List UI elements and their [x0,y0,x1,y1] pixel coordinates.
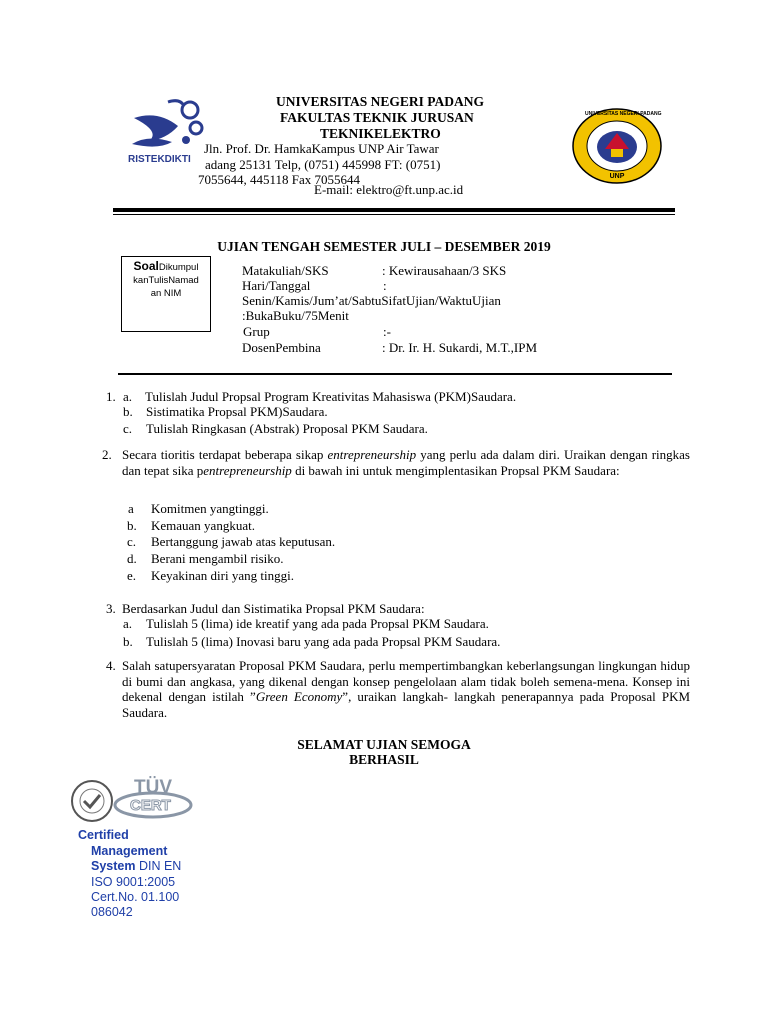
q3-a-letter: a. [123,616,133,631]
header-divider-thin [113,214,675,215]
q2-a-letter: a [128,501,134,516]
q3-b-text: Tulislah 5 (lima) Inovasi baru yang ada pada Propsal PKM Saudara. [146,634,501,649]
address-line-3: 7055644, 445118 Fax 7055644 [198,172,361,187]
q3-b-letter: b. [123,634,133,649]
q4-number: 4. [106,658,116,673]
q4-text [122,658,690,720]
tuv-text: TÜV [134,777,172,798]
cert-text: CERT [130,797,171,814]
q2-e-letter: e. [127,568,137,583]
q2-b-letter: b. [127,518,137,533]
note-box-bold: Soal [133,259,159,273]
matakuliah-value: : Kewirausahaan/3 SKS [382,263,507,278]
note-box-line2: kanTulisNamad [133,275,199,286]
q3-text: Berdasarkan Judul dan Sistimatika Propsal PKM Saudara: [122,601,425,616]
exam-title: UJIAN TENGAH SEMESTER JULI – DESEMBER 2019 [217,239,551,254]
q1-a-letter: a. [123,389,133,404]
q3-a-text: Tulislah 5 (lima) ide kreatif yang ada pada Propsal PKM Saudara. [146,616,489,631]
department-name: TEKNIKELEKTRO [320,126,441,141]
info-line-3: Senin/Kamis/Jum’at/SabtuSifatUjian/WaktuUjian [242,293,501,308]
dosen-value: : Dr. Ir. H. Sukardi, M.T.,IPM [382,340,538,355]
q1-number: 1. [106,389,116,404]
q2-b-text: Kemauan yangkuat. [151,518,255,533]
dosen-label: DosenPembina [242,340,321,355]
footer-line-6: 086042 [91,905,133,919]
q2-text-part3: di bawah ini untuk mengimplentasikan Propsal PKM Saudara: [291,462,620,478]
note-box-rest: Dikumpul [158,262,199,273]
q4-italic: Green Economy [255,689,343,704]
q3-number: 3. [106,601,116,616]
q4-text-part1: Salah satupersyaratan Proposal PKM Saudara, perlu mempertimbangkan keberlangsungan lingkungan hidup di bumi dan angkasa, yang dikenal dengan konsep pengelolaan alam tidak boleh semena-mena. Konsep ini dekenal dengan istilah ” [122,658,690,704]
footer-line-3 [91,859,181,873]
q2-italic-1: entrepreneurship [327,447,417,462]
footer-line-5: Cert.No. 01.100 [91,890,180,904]
q1-c-letter: c. [123,421,133,436]
info-line-4: :BukaBuku/75Menit [242,308,349,323]
tuv-seal-logo [70,779,114,823]
q2-e-text: Keyakinan diri yang tinggi. [151,568,294,583]
q2-text [122,447,690,478]
footer-line-3-bold: System [91,859,139,873]
q2-text-part1: Secara tioritis terdapat beberapa sikap [122,447,328,462]
q2-c-text: Bertanggung jawab atas keputusan. [151,534,336,549]
q2-d-text: Berani mengambil risiko. [151,551,284,566]
footer-line-1: Certified [78,828,129,842]
matakuliah-label: Matakuliah/SKS [242,263,329,278]
unp-logo-text-top: UNIVERSITAS NEGERI PADANG [585,111,662,117]
q1-c-text: Tulislah Ringkasan (Abstrak) Proposal PKM Saudara. [146,421,428,436]
closing-line-2: BERHASIL [349,752,419,767]
q2-d-letter: d. [127,551,137,566]
address-line-2: adang 25131 Telp, (0751) 445998 FT: (0751) [205,157,441,172]
hari-label: Hari/Tanggal [242,278,311,293]
note-box-line3: an NIM [150,288,182,299]
faculty-name: FAKULTAS TEKNIK JURUSAN [280,110,474,125]
ristekdikti-logo [128,96,206,168]
footer-line-3-rest: DIN EN [138,859,182,873]
footer-line-2: Management [91,844,168,858]
header-divider-thick [113,208,675,212]
q1-b-letter: b. [123,404,133,419]
unp-logo [571,107,663,185]
info-divider [118,373,672,375]
q1-a-text: Tulislah Judul Propsal Program Kreativitas Mahasiswa (PKM)Saudara. [145,389,517,404]
university-name: UNIVERSITAS NEGERI PADANG [276,94,485,109]
ristekdikti-logo-text: RISTEKDIKTI [128,154,191,165]
address-line-1: Jln. Prof. Dr. HamkaKampus UNP Air Tawar [204,141,439,156]
grup-value: :- [383,324,391,339]
q2-italic-2: entrepreneurship [203,462,292,478]
q2-c-letter: c. [127,534,137,549]
q4-text-part2: ”, uraikan langkah- langkah penerapannya pada Proposal PKM Saudara. [122,689,691,720]
hari-value: : [383,278,387,293]
footer-line-4: ISO 9001:2005 [91,875,176,889]
q2-text-part2: yang perlu ada dalam diri. Uraikan dengan ringkas dan tepat sika p [122,447,690,478]
note-box [121,256,211,332]
q1-b-text: Sistimatika Propsal PKM)Saudara. [146,404,328,419]
q2-number: 2. [102,447,112,462]
grup-label: Grup [243,324,270,339]
q2-a-text: Komitmen yangtinggi. [151,501,269,516]
closing-line-1: SELAMAT UJIAN SEMOGA [297,737,471,752]
unp-logo-text-bottom: UNP [609,173,625,180]
tuv-cert-logo [112,779,194,819]
email: E-mail: elektro@ft.unp.ac.id [314,182,464,197]
